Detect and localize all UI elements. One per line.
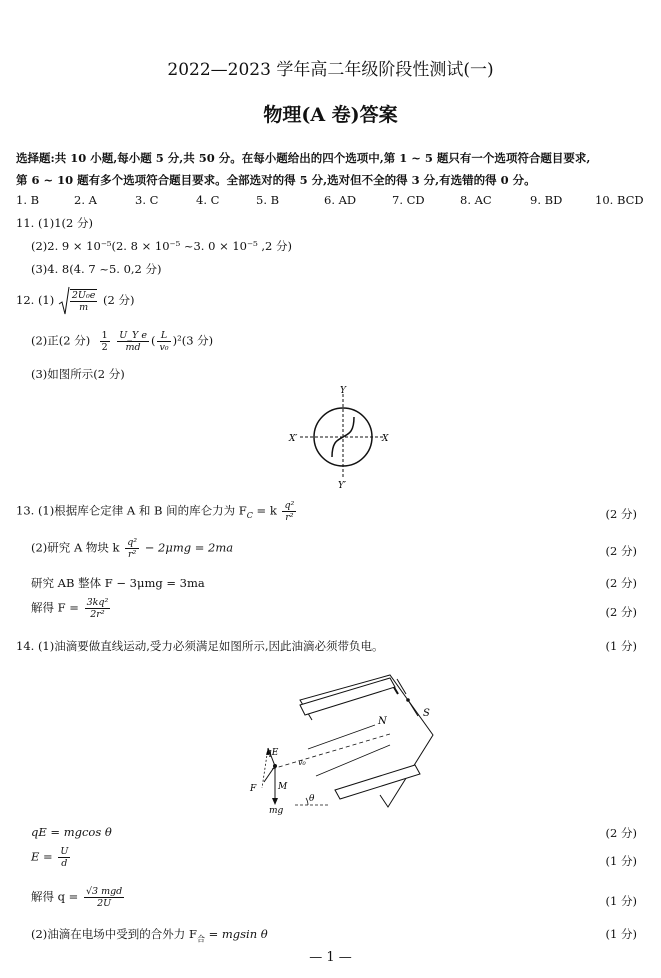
fraction-denominator: r² (127, 549, 137, 560)
fraction-numerator: 2U₀e (71, 290, 96, 301)
fraction-denominator: 2r² (90, 609, 105, 620)
fraction (58, 846, 70, 869)
label-x-prime: X′ (289, 434, 298, 444)
label-x: X (382, 434, 389, 444)
score-label: (2 分) (605, 507, 637, 521)
fraction-denominator: md (125, 342, 141, 353)
q14-part3 (31, 846, 72, 869)
q14-part4-text: 解得 q = (31, 889, 79, 904)
score-label: (2 分) (605, 605, 637, 619)
q11-part1: 11. (1)1(2 分) (16, 216, 93, 230)
choice-answer: 8. AC (460, 193, 492, 207)
score-label: (2 分) (605, 576, 637, 590)
fraction-denominator: 2 (101, 342, 108, 353)
choice-answer: 2. A (74, 193, 97, 207)
q13-part2-rest: − 2μmg = 2ma (144, 540, 234, 555)
fraction-numerator: q² (284, 500, 295, 511)
intro-line-2: 第 6 ~ 10 题有多个选项符合题目要求。全部选对的得 5 分,选对但不全的得 3 分,有选错的得 0 分。 (16, 173, 536, 187)
q11-part3: (3)4. 8(4. 7 ~5. 0,2 分) (31, 262, 162, 276)
fraction (282, 500, 296, 523)
choice-answer: 3. C (135, 193, 159, 207)
score-label: )²(3 分) (172, 333, 214, 348)
fraction-numerator: 1 (101, 330, 108, 341)
fraction (157, 330, 170, 353)
switch-arm (408, 700, 418, 716)
q13-part3: 研究 AB 整体 F − 3μmg = 3ma (31, 576, 205, 590)
fraction-denominator: m (79, 302, 89, 313)
q13-part4 (31, 597, 112, 620)
trajectory-line (272, 734, 390, 769)
fraction-denominator: v₀ (159, 342, 169, 353)
score-label: (1 分) (605, 854, 637, 868)
equals: = k (252, 503, 277, 518)
q13-part2 (31, 537, 233, 560)
choice-answer: 1. B (16, 193, 40, 207)
choice-answer: 5. B (256, 193, 280, 207)
q13-part2-text: (2)研究 A 物块 k (31, 540, 120, 555)
oil-drop (273, 764, 277, 768)
oscilloscope-figure (280, 382, 400, 494)
fraction-denominator: r² (285, 512, 294, 523)
angle-arc (306, 798, 308, 805)
sqrt-fraction (70, 289, 97, 313)
label-mg: mg (269, 806, 284, 816)
choice-answers (16, 193, 655, 207)
score-label: (2 分) (103, 293, 135, 307)
choice-answer: 9. BD (530, 193, 563, 207)
field-line (316, 745, 390, 776)
page-title: 2022—2023 学年高二年级阶段性测试(一) (167, 60, 494, 80)
q14-part5-text: (2)油滴在电场中受到的合外力 F (31, 927, 197, 941)
fraction (125, 537, 139, 560)
fraction-numerator: U (60, 846, 69, 857)
subscript: C (246, 510, 253, 520)
label-s: S (423, 708, 430, 719)
page-number: — 1 — (309, 950, 352, 965)
fraction-numerator: U_Y e (119, 330, 147, 341)
page-subtitle: 物理(A 卷)答案 (263, 104, 398, 126)
sqrt-expression (58, 286, 99, 316)
q13-part1-text: 13. (1)根据库仑定律 A 和 B 间的库仑力为 F (16, 503, 247, 518)
fraction (84, 886, 124, 909)
choice-answer: 4. C (196, 193, 220, 207)
q14-part5-rest: = mgsin θ (204, 927, 268, 941)
q12-part2: (2)正(2 分) $\frac{1}{2}$ $\frac{\text{U\_Y e}}{md}$ ( $\frac{L}{\text{v₀}}$ )²(3 分) (31, 330, 214, 353)
label-m: M (278, 782, 288, 792)
q13-part1 (16, 500, 298, 523)
fraction-numerator: L (157, 330, 170, 342)
score-label: (1 分) (605, 927, 637, 941)
q14-part3-text: E = (31, 849, 53, 864)
q14-part5 (31, 926, 268, 944)
label-v0: v₀ (298, 758, 306, 767)
fraction-numerator: √3 mgd (85, 886, 123, 897)
label-theta: θ (309, 794, 315, 804)
label-n: N (378, 716, 387, 727)
fraction-numerator: 3kq² (86, 597, 109, 608)
q14-part1: 14. (1)油滴要做直线运动,受力必须满足如图所示,因此油滴必须带负电。 (16, 639, 384, 653)
fraction-numerator: q² (127, 537, 138, 548)
fraction-denominator: 2U (97, 898, 112, 909)
lower-plate (335, 765, 420, 799)
q11-part2: (2)2. 9 × 10⁻⁵(2. 8 × 10⁻⁵ ~3. 0 × 10⁻⁵ ,2 分) (31, 239, 292, 253)
label-y-prime: Y′ (338, 481, 346, 491)
fraction (100, 330, 110, 353)
score-label: (2 分) (605, 544, 637, 558)
fraction (117, 330, 149, 353)
fraction (85, 597, 111, 620)
score-label: (1 分) (605, 894, 637, 908)
label-qe: qE (266, 748, 279, 758)
q12-part1 (16, 286, 134, 316)
net-force-arrow (264, 766, 275, 782)
choice-answer: 10. BCD (595, 193, 644, 207)
field-line (308, 725, 375, 749)
arrow-head-icon (272, 798, 278, 805)
score-label: (1 分) (605, 639, 637, 653)
q14-part4 (31, 886, 126, 909)
score-label: (2 分) (605, 826, 637, 840)
capacitor-figure (240, 670, 440, 820)
intro-line-1: 选择题:共 10 小题,每小题 5 分,共 50 分。在每小题给出的四个选项中,第 1 ~ 5 题只有一个选项符合题目要求, (16, 151, 591, 165)
q13-part4-text: 解得 F = (31, 600, 79, 615)
label-y: Y (340, 386, 346, 396)
label-f: F (250, 784, 257, 794)
q12-part2-label: (2)正(2 分) (31, 333, 91, 348)
fraction-denominator: d (61, 858, 68, 869)
subscript: 合 (196, 934, 205, 944)
q12-part3: (3)如图所示(2 分) (31, 367, 125, 381)
choice-answer: 7. CD (392, 193, 425, 207)
sqrt-sign-icon (58, 286, 70, 316)
q12-part1-label: 12. (1) (16, 293, 55, 307)
q14-part2: qE = mgcos θ (31, 825, 112, 839)
choice-answer: 6. AD (324, 193, 357, 207)
